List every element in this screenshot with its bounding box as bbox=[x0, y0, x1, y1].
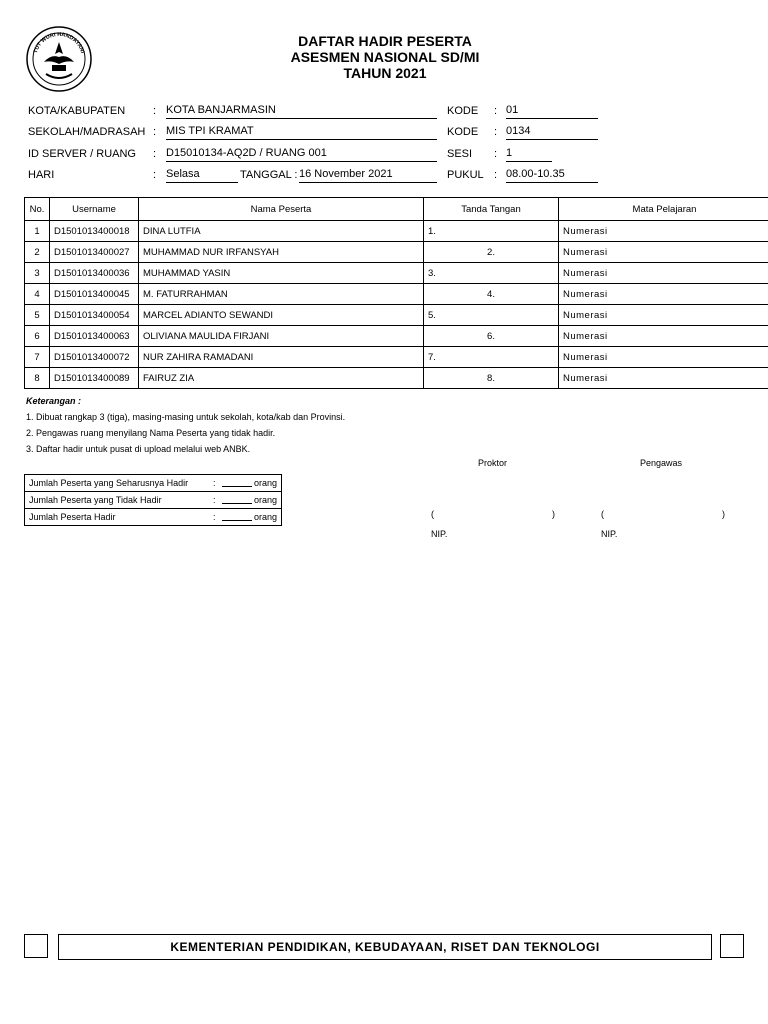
summary-label: Jumlah Peserta Hadir bbox=[29, 512, 116, 522]
proktor-open-paren: ( bbox=[431, 509, 434, 519]
summary-unit: orang bbox=[254, 495, 278, 505]
row-name: M. FATURRAHMAN bbox=[139, 284, 424, 305]
row-subject: Numerasi bbox=[559, 305, 768, 326]
summary-unit: orang bbox=[254, 478, 278, 488]
attendance-table bbox=[24, 197, 768, 389]
sekolah-label: SEKOLAH/MADRASAH bbox=[28, 126, 146, 138]
row-signature: 5. bbox=[424, 305, 559, 326]
sesi-value: 1 bbox=[506, 147, 552, 162]
row-no: 3 bbox=[25, 263, 50, 284]
pukul-label: PUKUL bbox=[447, 169, 484, 181]
summary-unit: orang bbox=[254, 512, 278, 522]
row-subject: Numerasi bbox=[559, 326, 768, 347]
sekolah-value: MIS TPI KRAMAT bbox=[166, 125, 437, 140]
pukul-colon: : bbox=[494, 169, 498, 181]
row-signature: 1. bbox=[424, 221, 559, 242]
row-subject: Numerasi bbox=[559, 221, 768, 242]
row-signature: 6. bbox=[424, 326, 559, 347]
table-row bbox=[25, 326, 768, 347]
summary-colon: : bbox=[213, 512, 216, 522]
pengawas-nip: NIP. bbox=[601, 529, 618, 539]
kode1-value: 01 bbox=[506, 104, 598, 119]
footer-right-box bbox=[720, 934, 744, 958]
row-name: OLIVIANA MAULIDA FIRJANI bbox=[139, 326, 424, 347]
table-row bbox=[25, 242, 768, 263]
row-subject: Numerasi bbox=[559, 368, 768, 389]
row-no: 5 bbox=[25, 305, 50, 326]
note-item: 1. Dibuat rangkap 3 (tiga), masing-masing untuk sekolah, kota/kab dan Provinsi. bbox=[26, 412, 346, 422]
doc-title-line3: TAHUN 2021 bbox=[343, 65, 427, 81]
summary-colon: : bbox=[213, 478, 216, 488]
sesi-label: SESI bbox=[447, 148, 473, 160]
row-no: 1 bbox=[25, 221, 50, 242]
col-header-no: No. bbox=[25, 198, 50, 221]
tut-wuri-handayani-emblem-icon bbox=[24, 24, 94, 94]
row-username: D1501013400054 bbox=[50, 305, 139, 326]
doc-title-line2: ASESMEN NASIONAL SD/MI bbox=[290, 49, 480, 65]
summary-label: Jumlah Peserta yang Seharusnya Hadir bbox=[29, 478, 189, 488]
summary-row bbox=[25, 492, 281, 509]
table-row bbox=[25, 305, 768, 326]
row-name: DINA LUTFIA bbox=[139, 221, 424, 242]
row-subject: Numerasi bbox=[559, 263, 768, 284]
attendance-summary-box bbox=[24, 474, 282, 526]
summary-blank-field[interactable] bbox=[222, 492, 252, 504]
summary-row bbox=[25, 475, 281, 492]
col-header-username: Username bbox=[50, 198, 139, 221]
tut-wuri-handayani-logo bbox=[24, 24, 94, 94]
row-name: NUR ZAHIRA RAMADANI bbox=[139, 347, 424, 368]
row-username: D1501013400063 bbox=[50, 326, 139, 347]
row-username: D1501013400036 bbox=[50, 263, 139, 284]
hari-value: Selasa bbox=[166, 168, 238, 183]
table-header-row bbox=[25, 198, 768, 221]
row-username: D1501013400072 bbox=[50, 347, 139, 368]
kode1-colon: : bbox=[494, 105, 498, 117]
notes-section bbox=[26, 393, 345, 457]
col-header-name: Nama Peserta bbox=[139, 198, 424, 221]
pengawas-label: Pengawas bbox=[640, 458, 683, 468]
proktor-nip: NIP. bbox=[431, 529, 448, 539]
row-signature: 8. bbox=[424, 368, 559, 389]
proktor-label: Proktor bbox=[478, 458, 508, 468]
row-subject: Numerasi bbox=[559, 284, 768, 305]
row-name: MUHAMMAD YASIN bbox=[139, 263, 424, 284]
kode2-label: KODE bbox=[447, 126, 479, 138]
footer-left-box bbox=[24, 934, 48, 958]
row-signature: 4. bbox=[424, 284, 559, 305]
notes-title: Keterangan : bbox=[26, 396, 82, 406]
row-subject: Numerasi bbox=[559, 242, 768, 263]
server-value: D15010134-AQ2D / RUANG 001 bbox=[166, 147, 437, 162]
row-username: D1501013400089 bbox=[50, 368, 139, 389]
row-no: 7 bbox=[25, 347, 50, 368]
pengawas-open-paren: ( bbox=[601, 509, 604, 519]
col-header-signature: Tanda Tangan bbox=[424, 198, 559, 221]
hari-label: HARI bbox=[28, 169, 55, 181]
kota-label: KOTA/KABUPATEN bbox=[28, 105, 126, 117]
kota-colon: : bbox=[153, 105, 157, 117]
row-no: 4 bbox=[25, 284, 50, 305]
table-row bbox=[25, 221, 768, 242]
doc-title-line1: DAFTAR HADIR PESERTA bbox=[298, 33, 472, 49]
row-username: D1501013400045 bbox=[50, 284, 139, 305]
summary-row bbox=[25, 509, 281, 525]
kode2-colon: : bbox=[494, 126, 498, 138]
row-username: D1501013400018 bbox=[50, 221, 139, 242]
row-subject: Numerasi bbox=[559, 347, 768, 368]
row-no: 8 bbox=[25, 368, 50, 389]
kota-value: KOTA BANJARMASIN bbox=[166, 104, 437, 119]
row-signature: 7. bbox=[424, 347, 559, 368]
footer-ministry-banner: KEMENTERIAN PENDIDIKAN, KEBUDAYAAN, RISET DAN TEKNOLOGI bbox=[58, 934, 712, 960]
pukul-value: 08.00-10.35 bbox=[506, 168, 598, 183]
row-signature: 2. bbox=[424, 242, 559, 263]
pengawas-close-paren: ) bbox=[722, 509, 725, 519]
col-header-subject: Mata Pelajaran bbox=[559, 198, 768, 221]
sekolah-colon: : bbox=[153, 126, 157, 138]
note-item: 2. Pengawas ruang menyilang Nama Peserta yang tidak hadir. bbox=[26, 428, 276, 438]
row-name: FAIRUZ ZIA bbox=[139, 368, 424, 389]
summary-colon: : bbox=[213, 495, 216, 505]
row-name: MARCEL ADIANTO SEWANDI bbox=[139, 305, 424, 326]
summary-blank-field[interactable] bbox=[222, 475, 252, 487]
row-no: 2 bbox=[25, 242, 50, 263]
kode1-label: KODE bbox=[447, 105, 479, 117]
logo-ring-text: TUT WURI HANDAYANI bbox=[32, 31, 86, 55]
server-label: ID SERVER / RUANG bbox=[28, 148, 136, 160]
row-name: MUHAMMAD NUR IRFANSYAH bbox=[139, 242, 424, 263]
tanggal-value: 16 November 2021 bbox=[299, 168, 437, 183]
summary-label: Jumlah Peserta yang Tidak Hadir bbox=[29, 495, 162, 505]
table-row bbox=[25, 347, 768, 368]
table-row bbox=[25, 284, 768, 305]
table-row bbox=[25, 263, 768, 284]
proktor-close-paren: ) bbox=[552, 509, 555, 519]
table-row bbox=[25, 368, 768, 389]
kode2-value: 0134 bbox=[506, 125, 598, 140]
hari-colon: : bbox=[153, 169, 157, 181]
row-signature: 3. bbox=[424, 263, 559, 284]
tanggal-label: TANGGAL : bbox=[240, 169, 298, 181]
row-no: 6 bbox=[25, 326, 50, 347]
server-colon: : bbox=[153, 148, 157, 160]
row-username: D1501013400027 bbox=[50, 242, 139, 263]
note-item: 3. Daftar hadir untuk pusat di upload melalui web ANBK. bbox=[26, 444, 251, 454]
summary-blank-field[interactable] bbox=[222, 509, 252, 521]
sesi-colon: : bbox=[494, 148, 498, 160]
